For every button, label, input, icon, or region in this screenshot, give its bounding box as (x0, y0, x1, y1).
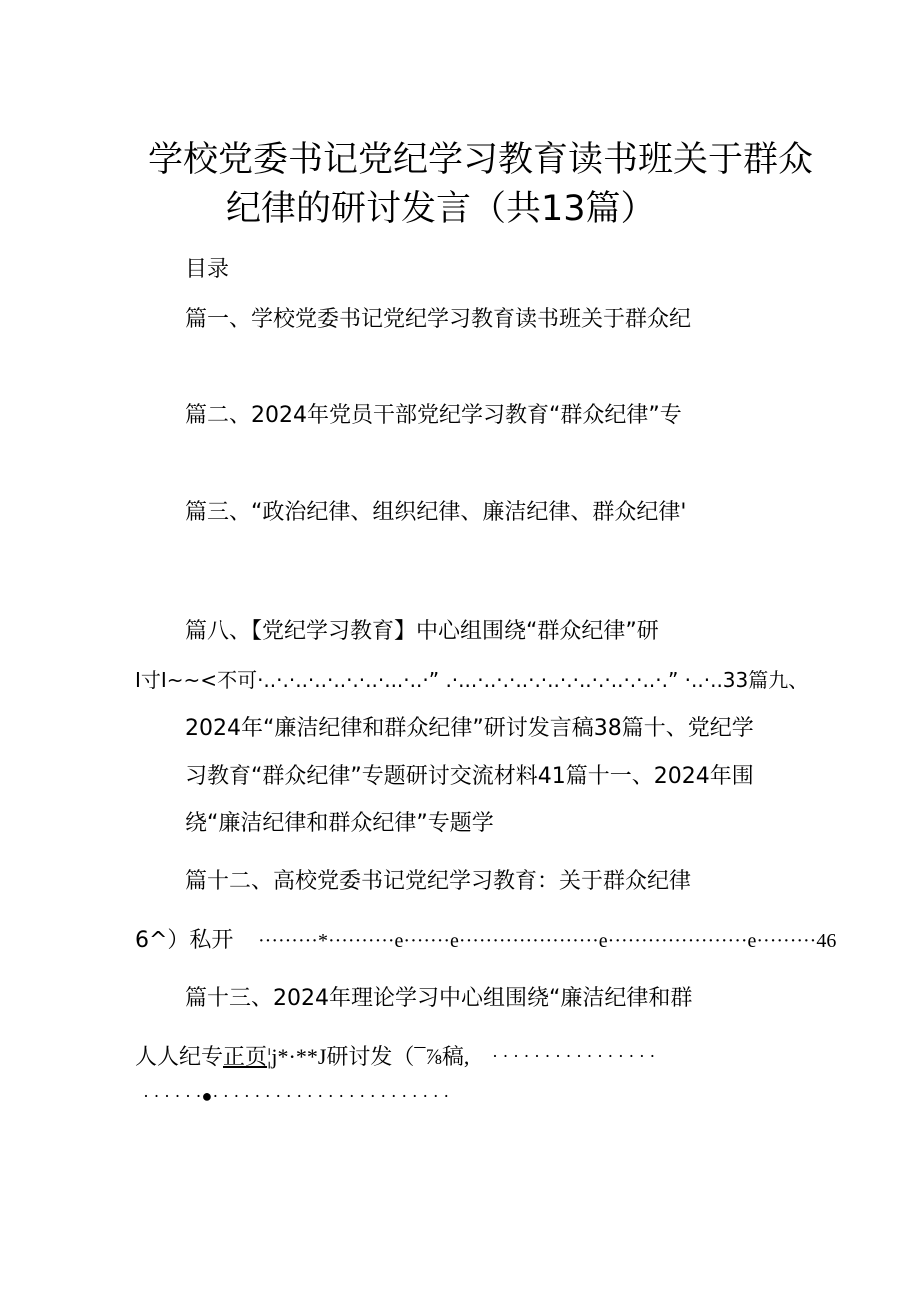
toc-entry-8[interactable]: 篇八、【党纪学习教育】中心组围绕“群众纪律”研 (185, 619, 659, 644)
toc-entry-1[interactable]: 篇一、学校党委书记党纪学习教育读书班关于群众纪 (185, 307, 692, 332)
toc-entry-13-cont-underlined: 正页 (223, 1045, 268, 1070)
toc-entry-8-leader: I寸I~~<不可·..·.·..·..·..·.·..·...·..·” .·...·..·.·..·.·..·.·..·.·..·.·..·.” ·..·..33篇九、 (135, 668, 809, 692)
toc-entry-13-leader-2: · · · · · ·●· · · · · · · · · · · · · · · · · · · · · · · (143, 1086, 450, 1106)
toc-entry-9-10[interactable]: 2024年“廉洁纪律和群众纪律”研讨发言稿38篇十、党纪学 (185, 716, 754, 741)
toc-entry-13[interactable]: 篇十三、2024年理论学习中心组围绕“廉洁纪律和群 (185, 986, 693, 1011)
toc-entry-10-11[interactable]: 习教育“群众纪律”专题研讨交流材料41篇十一、2024年围 (185, 764, 754, 789)
toc-entry-11-cont[interactable]: 绕“廉洁纪律和群众纪律”专题学 (185, 811, 494, 836)
toc-entry-12[interactable]: 篇十二、高校党委书记党纪学习教育：关于群众纪律 (185, 869, 692, 894)
toc-heading: 目录 (185, 257, 230, 282)
toc-entry-2[interactable]: 篇二、2024年党员干部党纪学习教育“群众纪律”专 (185, 403, 682, 428)
document-title-line-2: 纪律的研讨发言（共13篇） (226, 189, 656, 229)
toc-entry-13-cont-b: ¦j*·**J研讨发（¯⅞稿, (267, 1044, 470, 1069)
toc-entry-13-leader-1: · · · · · · · · · · · · · · · · (492, 1046, 656, 1066)
toc-entry-12-cont: 6^）私开 (135, 928, 234, 953)
toc-entry-13-cont (135, 1046, 469, 1069)
toc-entry-13-cont-a: 人人纪专 (135, 1045, 224, 1070)
toc-entry-3[interactable]: 篇三、“政治纪律、组织纪律、廉洁纪律、群众纪律' (185, 500, 687, 525)
document-title-line-1: 学校党委书记党纪学习教育读书班关于群众 (148, 140, 814, 180)
toc-entry-12-leader: ·········*··········e·······e·····················e·····················e·········46 (258, 930, 837, 952)
